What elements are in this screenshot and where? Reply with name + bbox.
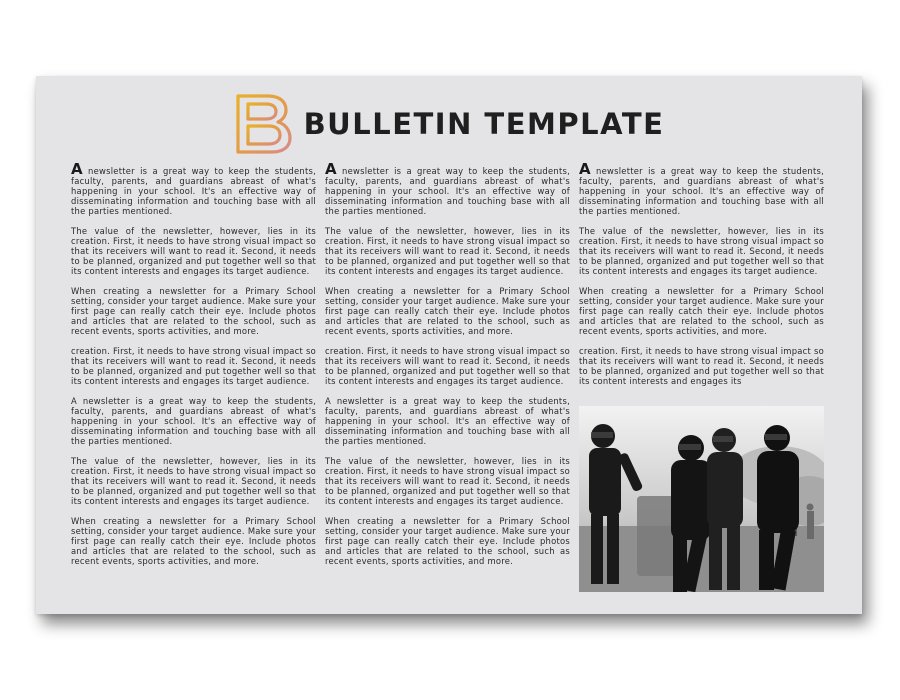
bulletin-sheet [36, 76, 862, 614]
b-monogram-logo [234, 92, 294, 156]
paragraph: When creating a newsletter for a Primary School setting, consider your target audience. Make sure your first page can really catch their eye. Include photos and articles that are related to the school, such as recent events, sports activities, and more. [579, 285, 824, 337]
bulletin-title: BULLETIN TEMPLATE [303, 107, 665, 141]
paragraph: The value of the newsletter, however, lies in its creation. First, it needs to have strong visual impact so that its receivers will want to read it. Second, it needs to be planned, organized and put together well so that its content interests and engages its target audience. [325, 455, 570, 507]
paragraph: creation. First, it needs to have strong visual impact so that its receivers will want to read it. Second, it needs to be planned, organized and put together well so that its content interests and engages its target audience. [71, 345, 316, 387]
photo-illustration [579, 406, 824, 592]
paragraph: A newsletter is a great way to keep the students, faculty, parents, and guardians abreast of what's happening in your school. It's an effective way of disseminating information and touching base with all the parties mentioned. [71, 395, 316, 447]
paragraph: A newsletter is a great way to keep the students, faculty, parents, and guardians abreast of what's happening in your school. It's an effective way of disseminating information and touching base with all the parties mentioned. [325, 395, 570, 447]
paragraph: A newsletter is a great way to keep the students, faculty, parents, and guardians abreast of what's happening in your school. It's an effective way of disseminating information and touching base with all the parties mentioned. [325, 160, 570, 217]
paragraph: The value of the newsletter, however, lies in its creation. First, it needs to have strong visual impact so that its receivers will want to read it. Second, it needs to be planned, organized and put together well so that its content interests and engages its target audience. [579, 225, 824, 277]
text-column-2 [325, 160, 570, 576]
paragraph: The value of the newsletter, however, lies in its creation. First, it needs to have strong visual impact so that its receivers will want to read it. Second, it needs to be planned, organized and put together well so that its content interests and engages its target audience. [71, 455, 316, 507]
bulletin-header [36, 90, 862, 158]
paragraph: When creating a newsletter for a Primary School setting, consider your target audience. Make sure your first page can really catch their eye. Include photos and articles that are related to the school, such as recent events, sports activities, and more. [325, 285, 570, 337]
paragraph: When creating a newsletter for a Primary School setting, consider your target audience. Make sure your first page can really catch their eye. Include photos and articles that are related to the school, such as recent events, sports activities, and more. [325, 515, 570, 567]
paragraph: A newsletter is a great way to keep the students, faculty, parents, and guardians abreast of what's happening in your school. It's an effective way of disseminating information and touching base with all the parties mentioned. [579, 160, 824, 217]
riot-police-photo [579, 406, 824, 592]
text-column-3 [579, 160, 824, 396]
paragraph: A newsletter is a great way to keep the students, faculty, parents, and guardians abreast of what's happening in your school. It's an effective way of disseminating information and touching base with all the parties mentioned. [71, 160, 316, 217]
paragraph: creation. First, it needs to have strong visual impact so that its receivers will want to read it. Second, it needs to be planned, organized and put together well so that its content interests and engages its target audience. [325, 345, 570, 387]
text-column-1 [71, 160, 316, 576]
paragraph: The value of the newsletter, however, lies in its creation. First, it needs to have strong visual impact so that its receivers will want to read it. Second, it needs to be planned, organized and put together well so that its content interests and engages its target audience. [71, 225, 316, 277]
paragraph: When creating a newsletter for a Primary School setting, consider your target audience. Make sure your first page can really catch their eye. Include photos and articles that are related to the school, such as recent events, sports activities, and more. [71, 515, 316, 567]
paragraph: When creating a newsletter for a Primary School setting, consider your target audience. Make sure your first page can really catch their eye. Include photos and articles that are related to the school, such as recent events, sports activities, and more. [71, 285, 316, 337]
paragraph: The value of the newsletter, however, lies in its creation. First, it needs to have strong visual impact so that its receivers will want to read it. Second, it needs to be planned, organized and put together well so that its content interests and engages its target audience. [325, 225, 570, 277]
paragraph: creation. First, it needs to have strong visual impact so that its receivers will want to read it. Second, it needs to be planned, organized and put together well so that its content interests and engages its [579, 345, 824, 387]
